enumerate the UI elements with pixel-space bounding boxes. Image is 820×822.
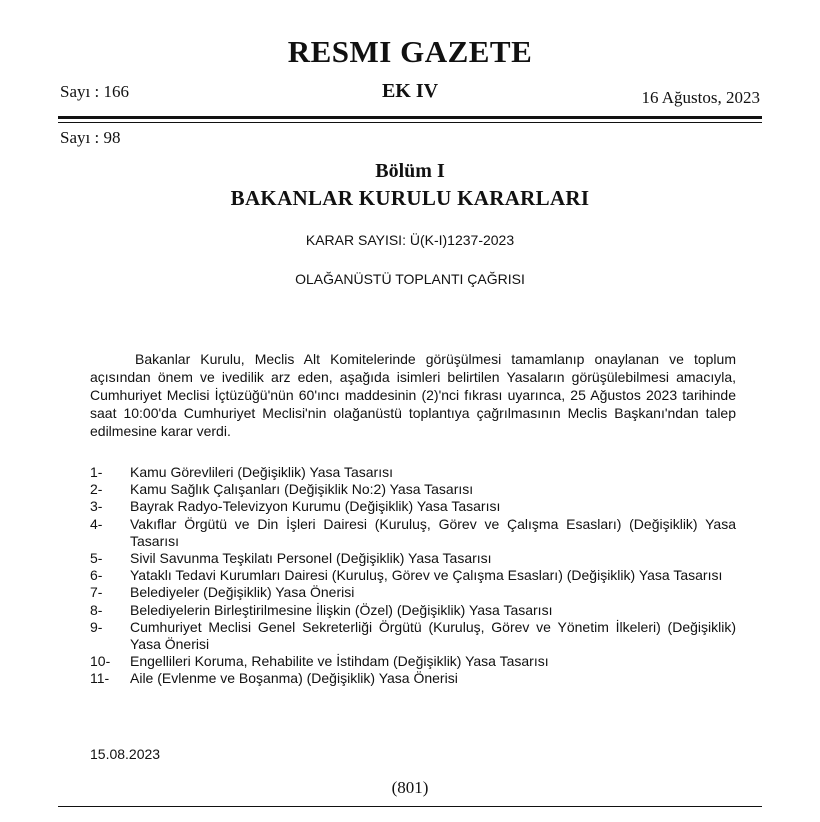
list-item: [90, 619, 736, 653]
supplement-label: EK IV: [381, 80, 439, 102]
list-item-number: 7-: [90, 584, 103, 601]
list-item: [90, 653, 736, 670]
list-item-text: Belediyelerin Birleştirilmesine İlişkin (Özel) (Değişiklik) Yasa Tasarısı: [130, 601, 553, 618]
list-item-number: 9-: [90, 618, 103, 635]
list-item-text: Belediyeler (Değişiklik) Yasa Önerisi: [130, 584, 355, 601]
list-item-text: Yataklı Tedavi Kurumları Dairesi (Kuruluş, Görev ve Çalışma Esasları) (Değişiklik) Yasa Tasarısı: [130, 567, 723, 584]
list-item-text: Cumhuriyet Meclisi Genel Sekreterliği Örgütü (Kuruluş, Görev ve Yönetim İlkeleri) (Değişiklik) Yasa Önerisi: [130, 618, 736, 653]
header-divider-thick: [58, 116, 762, 119]
decision-date: 15.08.2023: [90, 746, 161, 762]
list-item-number: 2-: [90, 481, 103, 498]
list-item-number: 11-: [90, 670, 110, 687]
list-item-number: 5-: [90, 550, 103, 567]
list-item: [90, 670, 736, 687]
list-item: [90, 567, 736, 584]
list-item-number: 3-: [90, 498, 103, 515]
list-item: [90, 498, 736, 515]
decision-title: OLAĞANÜSTÜ TOPLANTI ÇAĞRISI: [295, 271, 525, 287]
list-item-number: 4-: [90, 515, 103, 532]
footer-divider: [58, 806, 762, 807]
list-item-number: 1-: [90, 464, 103, 480]
list-item-text: Kamu Görevlileri (Değişiklik) Yasa Tasarısı: [130, 464, 393, 480]
section-subtitle: BAKANLAR KURULU KARARLARI: [230, 186, 590, 210]
bill-list: [90, 464, 736, 688]
list-item: [90, 602, 736, 619]
list-item: [90, 481, 736, 498]
list-item: [90, 464, 736, 481]
issue-number: Sayı : 166: [60, 82, 129, 101]
list-item-number: 10-: [90, 653, 111, 670]
list-item: [90, 584, 736, 601]
section-title: Bölüm I: [375, 160, 445, 182]
list-item-number: 6-: [90, 567, 103, 584]
list-item-number: 8-: [90, 601, 103, 618]
list-item-text: Kamu Sağlık Çalışanları (Değişiklik No:2) Yasa Tasarısı: [130, 481, 474, 498]
list-item: [90, 516, 736, 550]
header-divider-thin: [58, 122, 762, 123]
list-item-text: Bayrak Radyo-Televizyon Kurumu (Değişiklik) Yasa Tasarısı: [130, 498, 501, 515]
list-item-text: Vakıflar Örgütü ve Din İşleri Dairesi (Kuruluş, Görev ve Çalışma Esasları) (Değişiklik) Yasa Tasarısı: [130, 515, 736, 549]
page-number: (801): [391, 778, 429, 797]
decision-body: Bakanlar Kurulu, Meclis Alt Komitelerinde görüşülmesi tamamlanıp onaylanan ve toplum açısından önem ve ivedilik arz eden, aşağıda isimleri belirtilen Yasaların görüşülebilmesi amacıyla, Cumhuriyet Meclisi İçtüzüğü'nün 60'ıncı maddesinin (2)'nci fıkrası uyarınca, 25 Ağustos 2023 tarihinde saat 10:00'da Cumhuriyet Meclisi'nin olağanüstü toplantıya çağrılmasının Meclis Başkanı'ndan talep edilmesine karar verdi.: [90, 351, 736, 439]
issue-number-secondary: Sayı : 98: [60, 128, 121, 147]
list-item-text: Aile (Evlenme ve Boşanma) (Değişiklik) Yasa Önerisi: [130, 670, 458, 687]
publication-date: 16 Ağustos, 2023: [641, 88, 760, 107]
list-item-text: Sivil Savunma Teşkilatı Personel (Değişiklik) Yasa Tasarısı: [130, 550, 492, 567]
list-item-text: Engellileri Koruma, Rehabilite ve İstihdam (Değişiklik) Yasa Tasarısı: [130, 653, 549, 670]
masthead-title: RESMI GAZETE: [287, 34, 533, 69]
decision-number: KARAR SAYISI: Ü(K-I)1237-2023: [305, 232, 515, 248]
list-item: [90, 550, 736, 567]
